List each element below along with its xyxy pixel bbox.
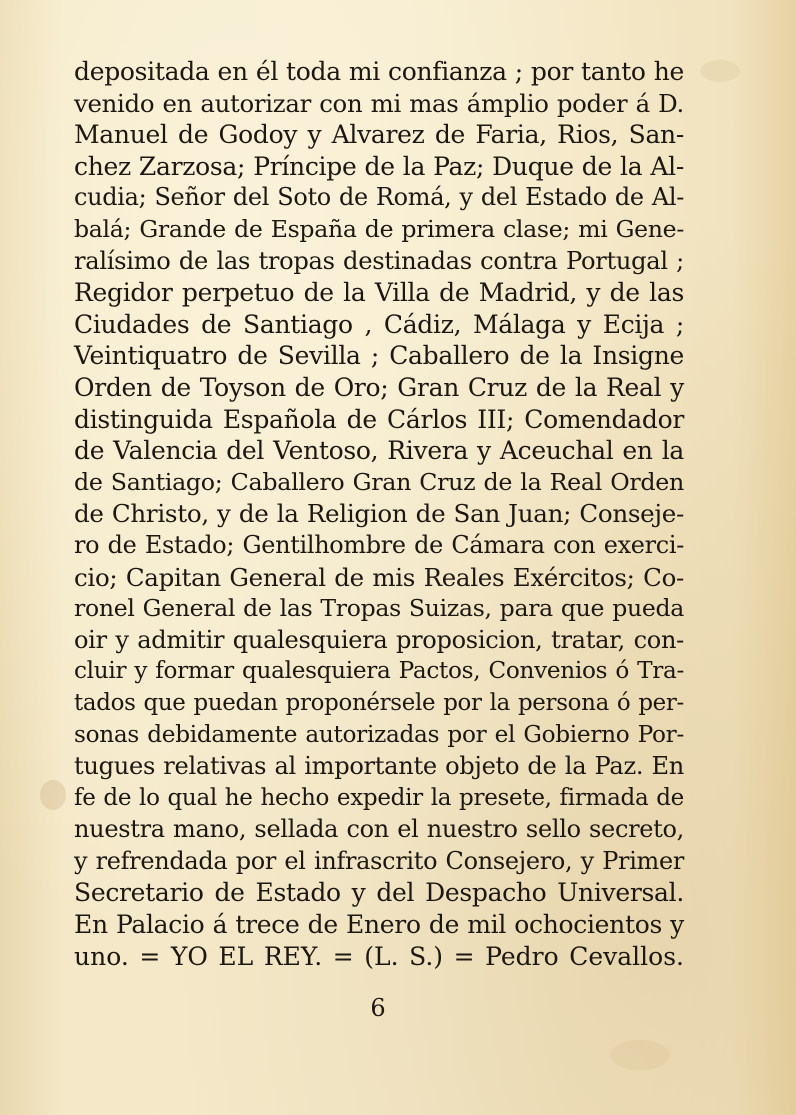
text-line: sonas debidamente autorizadas por el Gobierno Por-: [74, 721, 684, 749]
text-line: ralísimo de las tropas destinadas contra Portugal ;: [74, 246, 684, 275]
document-body: [74, 56, 684, 972]
paper-stain: [610, 1040, 670, 1070]
text-line: cluir y formar qualesquiera Pactos, Convenios ó Tra-: [74, 658, 684, 685]
text-line: ronel General de las Tropas Suizas, para que pueda: [74, 594, 684, 623]
text-line: cio; Capitan General de mis Reales Exércitos; Co-: [74, 562, 684, 592]
text-line: balá; Grande de España de primera clase; mi Gene-: [74, 214, 684, 243]
text-line: Ciudades de Santiago , Cádiz, Málaga y Ecija ;: [74, 309, 684, 339]
text-line: y refrendada por el infrascrito Consejero, y Primer: [74, 846, 684, 875]
text-line: de Santiago; Caballero Gran Cruz de la Real Orden: [74, 467, 684, 496]
text-line: nuestra mano, sellada con el nuestro sello secreto,: [74, 815, 684, 844]
text-line: fe de lo qual he hecho expedir la presete, firmada de: [74, 784, 684, 811]
text-line: Veintiquatro de Sevilla ; Caballero de la Insigne: [74, 341, 684, 371]
text-line: tados que puedan proponérsele por la persona ó per-: [74, 689, 684, 716]
text-line: Regidor perpetuo de la Villa de Madrid, y de las: [74, 278, 684, 308]
text-line: distinguida Española de Cárlos III; Comendador: [74, 404, 684, 434]
paper-stain: [40, 780, 66, 810]
text-line: de Valencia del Ventoso, Rivera y Aceuchal en la: [74, 436, 684, 466]
text-line-signature: uno. = YO EL REY. = (L. S.) = Pedro Cevallos.: [74, 941, 684, 971]
text-line: Orden de Toyson de Oro; Gran Cruz de la Real y: [74, 372, 684, 402]
text-line: En Palacio á trece de Enero de mil ochocientos y: [74, 910, 684, 940]
text-line: chez Zarzosa; Príncipe de la Paz; Duque de la Al-: [74, 151, 684, 181]
text-line: tugues relativas al importante objeto de la Paz. En: [74, 752, 684, 781]
text-line: Manuel de Godoy y Alvarez de Faria, Rios, San-: [74, 120, 684, 150]
text-line: venido en autorizar con mi mas ámplio poder á D.: [74, 88, 684, 118]
text-line: ro de Estado; Gentilhombre de Cámara con exerci-: [74, 530, 684, 559]
text-line: depositada en él toda mi confianza ; por tanto he: [74, 57, 684, 86]
paper-stain: [700, 60, 740, 82]
text-line: cudia; Señor del Soto de Romá, y del Estado de Al-: [74, 183, 684, 212]
text-line: de Christo, y de la Religion de San Juan; Conseje-: [74, 499, 684, 529]
page-number: 6: [370, 994, 386, 1022]
text-line: Secretario de Estado y del Despacho Universal.: [74, 878, 684, 908]
text-line: oir y admitir qualesquiera proposicion, tratar, con-: [74, 625, 684, 654]
